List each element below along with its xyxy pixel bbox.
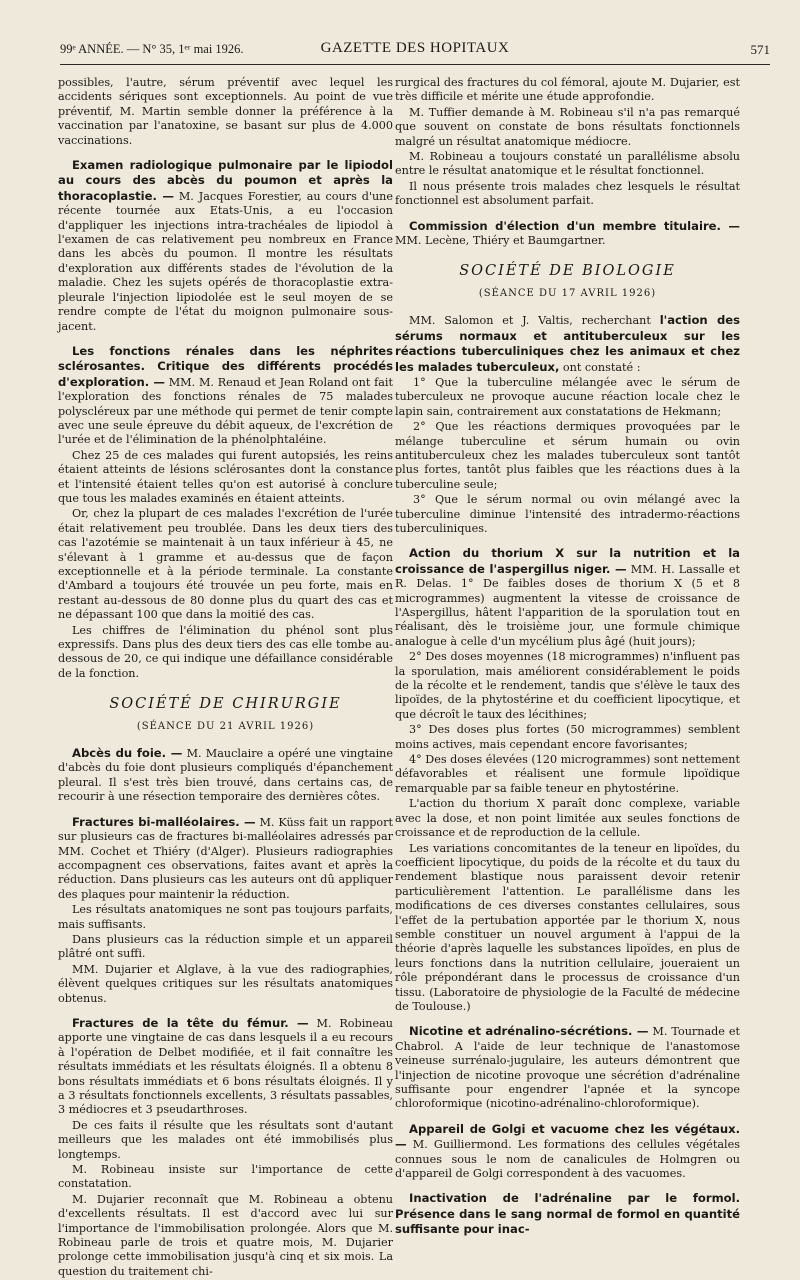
article [58,746,393,805]
session-date: (SÉANCE DU 21 AVRIL 1926) [136,720,315,732]
paragraph: Les variations concomitantes de la teneur en lipoïdes, du coefficient lipocytique, du poids de la récolte et du taux du rendement blastique nous paraissent devoir retenir particulièrement l'attention. Le parallélisme dans les modifications de ces diverses constantes cellulaires, sous l'effet de la pertubation apportée par le thorium X, nous semble constituer un nouvel argument à l'appui de la théorie d'après laquelle les substances lipoïdes, en plus de leurs fonctions dans la nutrition cellulaire, joueraient un rôle prépondérant dans le processus de croissance d'un tissu. (Laboratoire de physiologie de la Faculté de médecine de Toulouse.) [395,841,740,1013]
list-item: 1° Que la tuberculine mélangée avec le sérum de tuberculeux ne provoque aucune réaction locale chez le lapin sain, contrairement aux constatations de Hekmann; [395,375,740,418]
findings-list [395,376,740,536]
article-heading: Fractures bi-malléolaires. — [72,814,256,829]
article-text: M. Jacques Forestier, au cours d'une récente tournée aux Etats-Unis, a eu l'occasion d'appliquer les injections intra-trachéales de lipiodol à l'examen de cas relativement peu nombreux en France dans les abcès du poumon. Il montre les résultats d'exploration aux différents stades de l'évolution de la maladie. Chez les sujets opérés de thoracoplastie extra-pleurale l'injection lipiodolée est le seul moyen de se rendre compte de l'état du moignon pulmonaire sous-jacent. [58,189,393,333]
paragraph: M. Dujarier reconnaît que M. Robineau a obtenu d'excellents résultats. Il est d'accord avec lui sur l'importance de l'immobilisation prolongée. Alors que M. Robineau parle de trois et quatre mois, M. Dujarier prolonge cette immobilisation jusqu'à cinq et six mois. La question du traitement chi- [58,1192,393,1278]
article [395,1122,740,1182]
left-column [58,76,393,1280]
paragraph: M. Robineau a toujours constaté un parallélisme absolu entre le résultat anatomique et le résultat fonctionnel. [395,150,740,178]
article-heading: Appareil de Golgi et vacuome chez les végétaux. — [395,1121,740,1152]
article [58,815,393,902]
article-heading: l'action des sérums normaux et antituberculeux sur les réactions tuberculiniques chez les animaux et chez les malades tuberculeux, [395,313,741,374]
article [395,1191,740,1237]
paragraph: Dans plusieurs cas la réduction simple et un appareil plâtré ont suffi. [58,932,393,961]
list-item: 3° Que le sérum normal ou ovin mélangé avec la tuberculine diminue l'intensité des intradermo-réactions tuberculiniques. [395,493,740,535]
article-text: MM. Salomon et J. Valtis, recherchant [409,314,651,328]
issue-info: 99ᵉ ANNÉE. — N° 35, 1ᵉʳ mai 1926. [60,42,244,56]
paragraph: 4° Des doses élevées (120 microgrammes) sont nettement défavorables et réalisent une formule lipoïdique remarquable par sa faible teneur en phytostérine. [395,753,740,795]
article-heading: Examen radiologique pulmonaire par le lipiodol au cours des abcès du poumon et après la thoracoplastie. — [58,158,393,203]
paragraph: Il nous présente trois malades chez lesquels le résultat fonctionnel est absolument parfait. [395,179,740,208]
paragraph: M. Tuffier demande à M. Robineau s'il n'a pas remarqué que souvent on constate de bons résultats fonctionnels malgré un résultat anatomique médiocre. [395,105,740,148]
paragraph: Chez 25 de ces malades qui furent autopsiés, les reins étaient atteints de lésions sclérosantes dont la constance et l'intensité étaient telles qu'on est autorisé à conclure que tous les malades examinés en étaient atteints. [58,448,393,505]
article-text: ont constaté : [562,360,641,374]
article [395,313,740,375]
article [58,1016,393,1118]
list-item: 2° Que les réactions dermiques provoquées par le mélange tuberculine et sérum humain ou ovin antituberculeux chez les malades tuberculeux sont tantôt plus fortes, tantôt plus faibles que les réactions dues à la tuberculine seule; [395,420,740,491]
paragraph: 2° Des doses moyennes (18 microgrammes) n'influent pas la sporulation, mais améliorent considérablement le poids de la récolte et le rendement, tandis que s'élève le taux des lipoïdes, de la phytostérine et du coefficient lipocytique, et que décroît le taux des lécithines; [395,650,740,721]
article [395,546,740,649]
paragraph: rurgical des fractures du col fémoral, ajoute M. Dujarier, est très difficile et mérite une étude approfondie. [395,76,740,104]
article-heading: Inactivation de l'adrénaline par le formol. Présence dans le sang normal de formol en quantité suffisante pour inac- [395,1191,740,1237]
article-heading: Commission d'élection d'un membre titulaire. — [409,218,740,233]
paragraph: L'action du thorium X paraît donc complexe, variable avec la dose, et non point limitée aux seules fonctions de croissance et de reproduction de la cellule. [395,797,740,840]
article-heading: Nicotine et adrénalino-sécrétions. — [409,1024,649,1039]
paragraph: 3° Des doses plus fortes (50 microgrammes) semblent moins actives, mais cependant encore favorisantes; [395,723,740,751]
page-header [60,38,770,65]
paragraph: Les chiffres de l'élimination du phénol sont plus expressifs. Dans plus des deux tiers des cas elle tombe au-dessous de 20, ce qui indique une défaillance considérable de la fonction. [58,623,393,680]
article-text: M. Robineau apporte une vingtaine de cas dans lesquels il a eu recours à l'opération de Delbet modifiée, et il fait connaître les résultats immédiats et les résultats éloignés. Il a obtenu 8 bons résultats immédiats et 6 bons résultats éloignés. Il y a 3 résultats fonctionnels excellents, 3 résultats passables, 3 médiocres et 3 pseudarthroses. [58,1016,393,1117]
paragraph: Les résultats anatomiques ne sont pas toujours parfaits, mais suffisants. [58,903,393,931]
article-heading: Action du thorium X sur la nutrition et la croissance de l'aspergillus niger. — [395,546,740,576]
article-heading: Fractures de la tête du fémur. — [72,1015,309,1030]
article-heading: Les fonctions rénales dans les néphrites sclérosantes. Critique des différents procédés d'exploration. — [58,343,393,389]
paragraph: De ces faits il résulte que les résultats sont d'autant meilleurs que les malades ont été immobilisés plus longtemps. [58,1118,393,1161]
section-title: SOCIÉTÉ DE BIOLOGIE [459,263,676,280]
article-text: M. Mauclaire a opéré une vingtaine d'abcès du foie dont plusieurs compliqués d'épanchement pleural. Il s'est très bien trouvé, dans certains cas, de recourir à une résection temporaire des dernières côtes. [58,747,393,804]
article [58,344,393,448]
article [58,158,393,334]
paragraph: possibles, l'autre, sérum préventif avec lequel les accidents sériques sont exceptionnels. Au point de vue préventif, M. Martin semble donner la préférence à la vaccination par l'anatoxine, se basant sur plus de 4.000 vaccinations. [58,76,393,147]
section-title: SOCIÉTÉ DE CHIRURGIE [109,696,342,713]
article [395,1024,740,1111]
paragraph: Or, chez la plupart de ces malades l'excrétion de l'urée était relativement peu troublée. Dans les deux tiers des cas l'azotémie se maintenait à un taux inférieur à 45, ne s'élevant à 1 gramme et au-dessus que de façon exceptionnelle et à la période terminale. La constante d'Ambard a toujours été trouvée un peu forte, mais en restant au-dessous de 80 donne plus du quart des cas et ne dépassant 100 que dans la moitié des cas. [58,507,393,622]
article-heading: Abcès du foie. — [72,746,183,761]
article-text: MM. M. Renaud et Jean Roland ont fait l'exploration des fonctions rénales de 75 malades polyscléreux par une méthode qui permet de tenir compte avec une seule épreuve du débit aqueux, de l'excrétion de l'urée et de l'élimination de la phénolphtaléine. [58,375,393,447]
article-text: M. Guilliermond. Les formations des cellules végétales connues sous le nom de canalicules de Holmgren ou d'appareil de Golgi correspondent à des vacuomes. [395,1138,740,1181]
article-text: MM. H. Lassalle et R. Delas. 1° De faibles doses de thorium X (5 et 8 microgrammes) augmentent la vitesse de croissance de l'Aspergillus, hâtent l'apparition de la sporulation tout en réalisant, dès le troisième jour, une formule chimique analogue à celle d'un mycélium plus âgé (huit jours); [395,562,741,648]
right-column [395,76,740,1239]
paragraph: M. Robineau insiste sur l'importance de cette constatation. [58,1163,393,1191]
journal-title: GAZETTE DES HOPITAUX [320,40,510,56]
article [395,219,740,249]
article-text: MM. Lecène, Thiéry et Baumgartner. [395,234,606,248]
article-text: M. Tournade et Chabrol. A l'aide de leur technique de l'anastomose veineuse surrénalo-jugulaire, les auteurs démontrent que l'injection de nicotine provoque une sécrétion d'adrénaline suffisante pour engendrer l'apnée et la syncope chloroformique (nicotino-adrénalino-chloroformique). [395,1025,740,1111]
page-number: 571 [750,42,770,57]
session-date: (SÉANCE DU 17 AVRIL 1926) [478,287,657,299]
article-text: M. Küss fait un rapport sur plusieurs cas de fractures bi-malléolaires adressés par MM. Cochet et Thiéry (d'Alger). Plusieurs radiographies accompagnent ces observations, faites avant et après la réduction. Dans plusieurs cas les auteurs ont dû appliquer des plaques pour maintenir la réduction. [58,815,393,901]
paragraph: MM. Dujarier et Alglave, à la vue des radiographies, élèvent quelques critiques sur les résultats anatomiques obtenus. [58,962,393,1005]
